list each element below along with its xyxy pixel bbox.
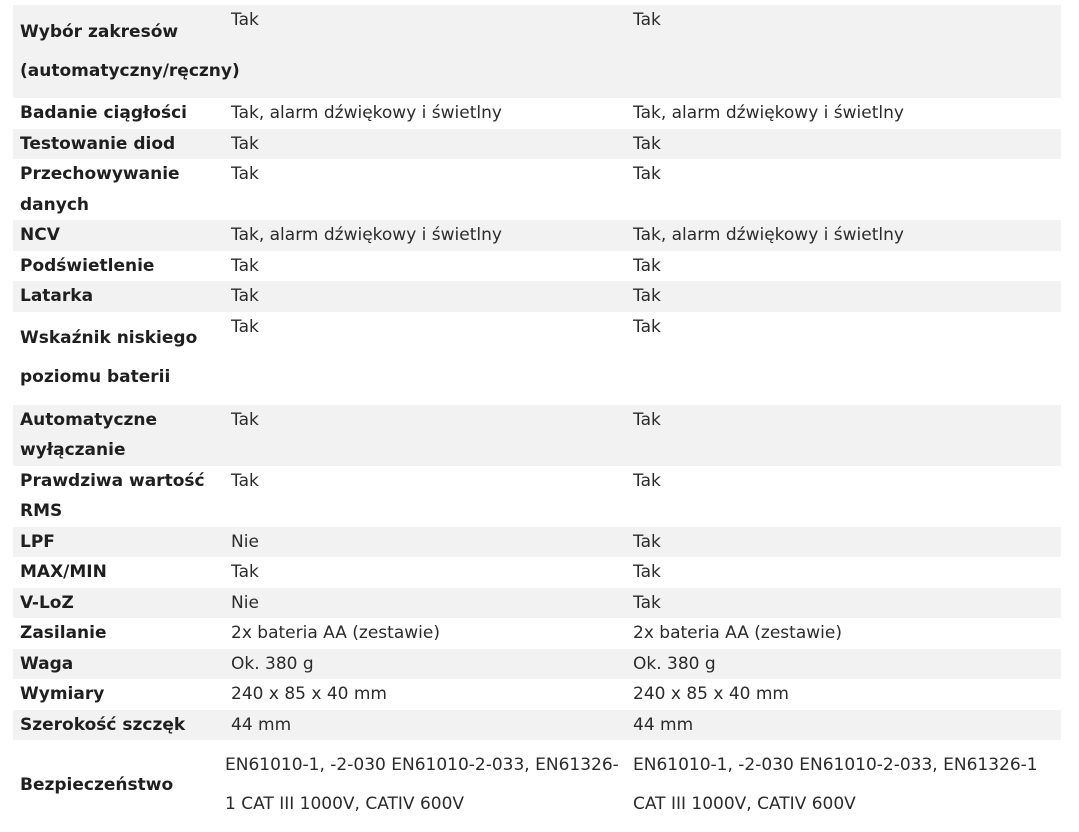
value-model-a: Tak, alarm dźwiękowy i świetlny (231, 225, 502, 245)
table-row (13, 466, 1061, 527)
table-row (13, 159, 1061, 220)
value-model-a: Tak (231, 562, 259, 582)
value-model-a: Tak (231, 470, 259, 491)
row-label: Wskaźnik niskiego poziomu baterii (20, 328, 198, 387)
value-model-b: Tak (633, 562, 661, 582)
row-label: Podświetlenie (20, 255, 155, 276)
table-row (13, 98, 1061, 129)
row-label: Prawdziwa wartość RMS (20, 470, 205, 521)
value-model-b: Tak (633, 10, 661, 30)
value-model-a: Nie (231, 592, 259, 613)
value-model-a: Nie (231, 531, 259, 552)
value-model-b: Tak (633, 133, 661, 154)
value-model-a: Tak (231, 10, 259, 30)
table-row (13, 557, 1061, 588)
table-row (13, 740, 1061, 824)
value-model-a: Tak (231, 409, 259, 430)
value-model-a: Tak (231, 164, 259, 184)
value-model-a: Tak (231, 255, 259, 276)
row-label: Testowanie diod (20, 133, 176, 154)
value-model-b: Tak (633, 286, 661, 306)
specification-table (13, 5, 1061, 824)
row-label: Automatyczne wyłączanie (20, 409, 158, 460)
row-label: Latarka (20, 286, 94, 306)
row-label: LPF (20, 531, 55, 552)
row-label: Przechowywanie danych (20, 164, 180, 215)
table-row (13, 710, 1061, 741)
row-label: Waga (20, 653, 74, 674)
value-model-a: Tak (231, 286, 259, 306)
value-model-b: Tak (633, 592, 661, 613)
row-label: Szerokość szczęk (20, 714, 186, 735)
table-row (13, 5, 1061, 98)
row-label: NCV (20, 225, 60, 245)
table-row (13, 129, 1061, 160)
value-model-a: 240 x 85 x 40 mm (231, 684, 387, 704)
row-label: Badanie ciągłości (20, 103, 188, 123)
value-model-b: Tak (633, 531, 661, 552)
value-model-a: Tak (231, 133, 259, 154)
value-model-b: Tak (633, 409, 661, 430)
value-model-b: Tak (633, 164, 661, 184)
value-model-a: 44 mm (231, 714, 292, 735)
value-model-b: 240 x 85 x 40 mm (633, 684, 789, 704)
table-row (13, 220, 1061, 251)
row-label: V-LoZ (20, 592, 74, 613)
value-model-b: Tak, alarm dźwiękowy i świetlny (633, 103, 904, 123)
table-row (13, 281, 1061, 312)
table-row (13, 679, 1061, 710)
value-model-b: Tak (633, 316, 661, 337)
row-label: Bezpieczeństwo (20, 774, 174, 795)
value-model-a: 2x bateria AA (zestawie) (231, 623, 440, 643)
value-model-b: Ok. 380 g (633, 653, 716, 674)
value-model-b: 2x bateria AA (zestawie) (633, 623, 842, 643)
value-model-b: Tak (633, 255, 661, 276)
table-row (13, 588, 1061, 619)
table-row (13, 649, 1061, 680)
row-label: Zasilanie (20, 623, 107, 643)
value-model-a: Tak, alarm dźwiękowy i świetlny (231, 103, 502, 123)
row-label: Wybór zakresów (automatyczny/ręczny) (20, 21, 240, 81)
row-label: MAX/MIN (20, 562, 107, 582)
table-row (13, 527, 1061, 558)
table-row (13, 405, 1061, 466)
table-row (13, 251, 1061, 282)
table-row (13, 312, 1061, 405)
value-model-b: Tak, alarm dźwiękowy i świetlny (633, 225, 904, 245)
value-model-a: Tak (231, 316, 259, 337)
row-label: Wymiary (20, 684, 105, 704)
value-model-a: Ok. 380 g (231, 653, 314, 674)
value-model-a: EN61010-1, -2-030 EN61010-2-033, EN61326-1 CAT III 1000V, CATIV 600V (225, 755, 619, 814)
value-model-b: EN61010-1, -2-030 EN61010-2-033, EN61326-1 CAT III 1000V, CATIV 600V (633, 755, 1038, 814)
value-model-b: Tak (633, 470, 661, 491)
value-model-b: 44 mm (633, 714, 694, 735)
table-row (13, 618, 1061, 649)
